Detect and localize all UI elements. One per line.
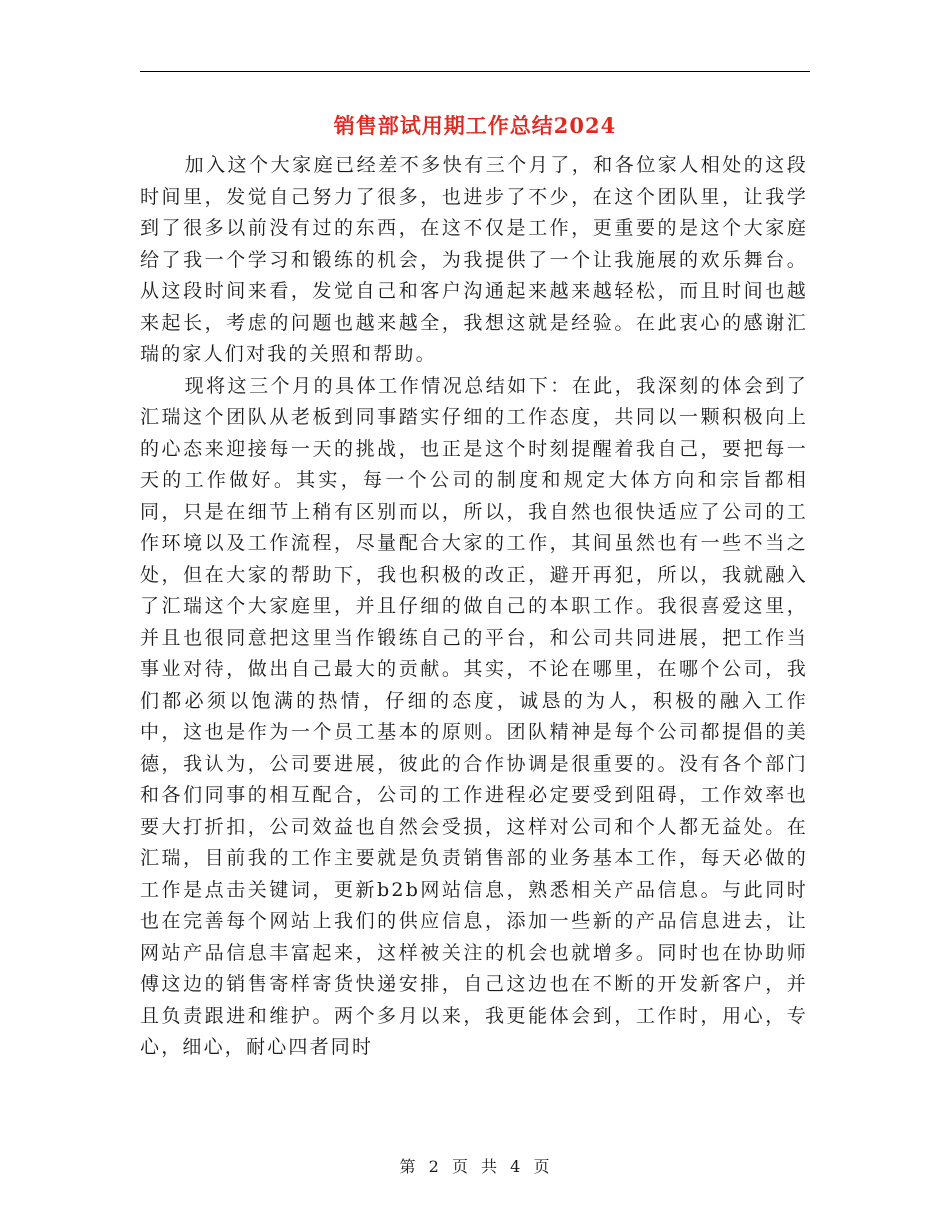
footer-prefix: 第 bbox=[399, 1157, 417, 1176]
footer-total-pages: 4 bbox=[510, 1157, 522, 1176]
footer-current-page: 2 bbox=[428, 1157, 440, 1176]
page-number-footer bbox=[0, 1154, 950, 1177]
document-title: 销售部试用期工作总结2024 bbox=[333, 113, 617, 138]
body-paragraph-2: 现将这三个月的具体工作情况总结如下：在此，我深刻的体会到了汇瑞这个团队从老板到同事踏实仔细的工作态度，共同以一颗积极向上的心态来迎接每一天的挑战，也正是这个时刻提醒着我自己，要把每一天的工作做好。其实，每一个公司的制度和规定大体方向和宗旨都相同，只是在细节上稍有区别而以，所以，我自然也很快适应了公司的工作环境以及工作流程，尽量配合大家的工作，其间虽然也有一些不当之处，但在大家的帮助下，我也积极的改正，避开再犯，所以，我就融入了汇瑞这个大家庭里，并且仔细的做自己的本职工作。我很喜爱这里，并且也很同意把这里当作锻练自己的平台，和公司共同进展，把工作当事业对待，做出自己最大的贡献。其实，不论在哪里，在哪个公司，我们都必须以饱满的热情，仔细的态度，诚恳的为人，积极的融入工作中，这也是作为一个员工基本的原则。团队精神是每个公司都提倡的美德，我认为，公司要进展，彼此的合作协调是很重要的。没有各个部门和各们同事的相互配合，公司的工作进程必定要受到阻碍，工作效率也要大打折扣，公司效益也自然会受损，这样对公司和个人都无益处。在汇瑞，目前我的工作主要就是负责销售部的业务基本工作，每天必做的工作是点击关键词，更新b2b网站信息，熟悉相关产品信息。与此同时也在完善每个网站上我们的供应信息，添加一些新的产品信息进去，让网站产品信息丰富起来，这样被关注的机会也就增多。同时也在协助师傅这边的销售寄样寄货快递安排，自己这边也在不断的开发新客户，并且负责跟进和维护。两个多月以来，我更能体会到，工作时，用心，专心，细心，耐心四者同时 bbox=[140, 374, 808, 1058]
footer-page-word: 页 bbox=[451, 1157, 469, 1176]
footer-total-word: 共 bbox=[481, 1157, 499, 1176]
footer-suffix: 页 bbox=[533, 1157, 551, 1176]
body-paragraph-1: 加入这个大家庭已经差不多快有三个月了，和各位家人相处的这段时间里，发觉自己努力了很多，也进步了不少，在这个团队里，让我学到了很多以前没有过的东西，在这不仅是工作，更重要的是这个大家庭给了我一个学习和锻练的机会，为我提供了一个让我施展的欢乐舞台。从这段时间来看，发觉自己和客户沟通起来越来越轻松，而且时间也越来起长，考虑的问题也越来越全，我想这就是经验。在此衷心的感谢汇瑞的家人们对我的关照和帮助。 bbox=[140, 154, 808, 365]
document-body bbox=[140, 150, 808, 1064]
header-rule bbox=[140, 71, 810, 72]
